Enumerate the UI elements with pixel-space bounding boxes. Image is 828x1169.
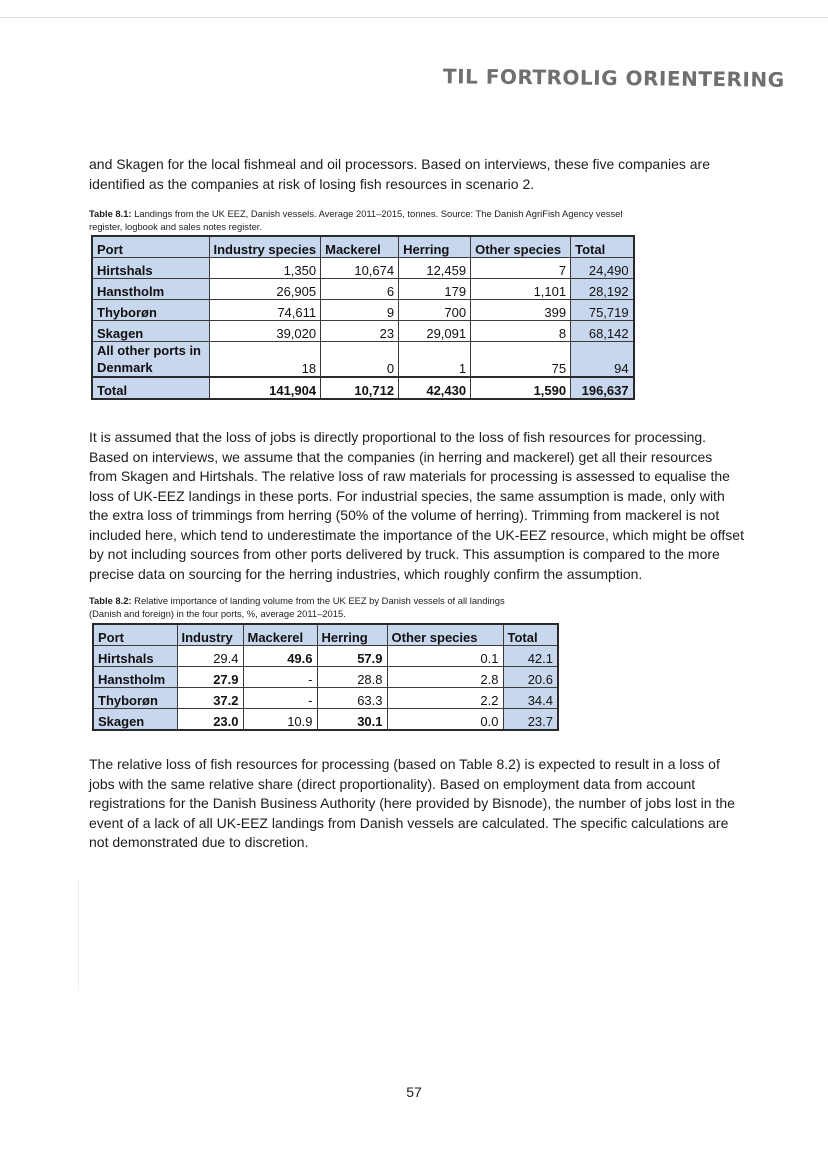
- table-row: [92, 258, 634, 279]
- table-8-1-caption: [89, 208, 649, 233]
- table-row: [93, 688, 558, 709]
- table-8-2-caption-text: Relative importance of landing volume from the UK EEZ by Danish vessels of all landings (Danish and foreign) in the four ports, %, average 2011–2015.: [89, 595, 505, 619]
- herring-cell: 30.1: [317, 709, 387, 731]
- mackerel-cell: 23: [321, 321, 399, 342]
- page-number: 57: [406, 1084, 422, 1100]
- port-cell: Thyborøn: [92, 300, 209, 321]
- mackerel-cell: 10,712: [321, 377, 399, 399]
- total-cell: 23.7: [503, 709, 558, 731]
- other-cell: 0.1: [387, 646, 503, 667]
- mackerel-cell: 10,674: [321, 258, 399, 279]
- total-cell: 34.4: [503, 688, 558, 709]
- header-mackerel: Mackerel: [321, 236, 399, 258]
- industry-cell: 1,350: [209, 258, 321, 279]
- port-cell: Hirtshals: [92, 258, 209, 279]
- intro-paragraph: and Skagen for the local fishmeal and oil processors. Based on interviews, these five companies are identified as the companies at risk of losing fish resources in scenario 2.: [89, 156, 711, 192]
- table-row: [93, 667, 558, 688]
- mackerel-cell: 9: [321, 300, 399, 321]
- mackerel-cell: 0: [321, 342, 399, 378]
- other-cell: 75: [471, 342, 571, 378]
- industry-cell: 29.4: [177, 646, 243, 667]
- port-cell: Skagen: [92, 321, 209, 342]
- top-rule: [0, 17, 828, 18]
- header-port: Port: [93, 624, 177, 646]
- table-8-1: [91, 235, 635, 400]
- herring-cell: 57.9: [317, 646, 387, 667]
- herring-cell: 63.3: [317, 688, 387, 709]
- header-industry-species: Industry species: [209, 236, 321, 258]
- port-cell: Hanstholm: [93, 667, 177, 688]
- other-cell: 2.2: [387, 688, 503, 709]
- industry-cell: 39,020: [209, 321, 321, 342]
- header-port: Port: [92, 236, 209, 258]
- table-8-2-caption-label: Table 8.2:: [89, 595, 132, 606]
- herring-cell: 700: [399, 300, 471, 321]
- industry-cell: 74,611: [209, 300, 321, 321]
- other-cell: 8: [471, 321, 571, 342]
- header-total: Total: [571, 236, 634, 258]
- total-cell: 42.1: [503, 646, 558, 667]
- mackerel-cell: 49.6: [243, 646, 317, 667]
- herring-cell: 1: [399, 342, 471, 378]
- other-cell: 7: [471, 258, 571, 279]
- table-row: [93, 646, 558, 667]
- header-mackerel: Mackerel: [243, 624, 317, 646]
- total-cell: 68,142: [571, 321, 634, 342]
- table-8-2-caption: [89, 595, 539, 620]
- industry-cell: 37.2: [177, 688, 243, 709]
- other-cell: 1,590: [471, 377, 571, 399]
- port-cell: [92, 342, 209, 378]
- herring-cell: 29,091: [399, 321, 471, 342]
- industry-cell: 26,905: [209, 279, 321, 300]
- header-other-species: Other species: [387, 624, 503, 646]
- industry-cell: 27.9: [177, 667, 243, 688]
- port-cell: Thyborøn: [93, 688, 177, 709]
- assumption-paragraph: It is assumed that the loss of jobs is directly proportional to the loss of fish resources for processing. Based on interviews, we assume that the companies (in herring and mackerel) get all their resources from Skagen and Hirtshals. The relative loss of raw materials for processing is assessed to equalise the loss of UK-EEZ landings in these ports. For industrial species, the same assumption is made, only with the extra loss of trimmings from herring (50% of the volume of herring). Trimming from mackerel is not included here, which tend to underestimate the importance of the UK-EEZ resource, which might be offset by not including sources from other ports delivered by truck. This assumption is compared to the more precise data on sourcing for the herring industries, which roughly confirm the assumption.: [89, 429, 744, 582]
- total-cell: 28,192: [571, 279, 634, 300]
- header-herring: Herring: [317, 624, 387, 646]
- table-8-1-caption-label: Table 8.1:: [89, 208, 132, 219]
- mackerel-cell: -: [243, 688, 317, 709]
- port-line: Denmark: [97, 360, 153, 375]
- industry-cell: 141,904: [209, 377, 321, 399]
- table-row: [92, 321, 634, 342]
- mackerel-cell: 6: [321, 279, 399, 300]
- mackerel-cell: -: [243, 667, 317, 688]
- scan-mark: [78, 880, 79, 990]
- industry-cell: 18: [209, 342, 321, 378]
- table-total-row: [92, 377, 634, 399]
- table-row: [92, 342, 634, 378]
- conclusion-paragraph: The relative loss of fish resources for processing (based on Table 8.2) is expected to result in a loss of jobs with the same relative share (direct proportionality). Based on employment data from account registrations for the Danish Business Authority (here provided by Bisnode), the number of jobs lost in the event of a lack of all UK-EEZ landings from Danish vessels are calculated. The specific calculations are not demonstrated due to discretion.: [89, 756, 735, 850]
- port-cell: Skagen: [93, 709, 177, 731]
- herring-cell: 179: [399, 279, 471, 300]
- port-cell: Hirtshals: [93, 646, 177, 667]
- table-row: [93, 709, 558, 731]
- table-8-1-caption-text: Landings from the UK EEZ, Danish vessels. Average 2011–2015, tonnes. Source: The Danish AgriFish Agency vessel register, logbook and sales notes register.: [89, 208, 623, 232]
- mackerel-cell: 10.9: [243, 709, 317, 731]
- herring-cell: 28.8: [317, 667, 387, 688]
- table-8-2: [92, 623, 559, 731]
- table-header-row: [92, 236, 634, 258]
- herring-cell: 12,459: [399, 258, 471, 279]
- total-label: Total: [92, 377, 209, 399]
- header-other-species: Other species: [471, 236, 571, 258]
- table-row: [92, 300, 634, 321]
- confidential-stamp: TIL FORTROLIG ORIENTERING: [443, 64, 786, 92]
- table-header-row: [93, 624, 558, 646]
- herring-cell: 42,430: [399, 377, 471, 399]
- table-row: [92, 279, 634, 300]
- other-cell: 1,101: [471, 279, 571, 300]
- total-cell: 24,490: [571, 258, 634, 279]
- other-cell: 399: [471, 300, 571, 321]
- header-total: Total: [503, 624, 558, 646]
- port-cell: Hanstholm: [92, 279, 209, 300]
- header-industry: Industry: [177, 624, 243, 646]
- total-cell: 20.6: [503, 667, 558, 688]
- total-cell: 94: [571, 342, 634, 378]
- port-line: All other ports in: [97, 343, 201, 358]
- other-cell: 2.8: [387, 667, 503, 688]
- total-cell: 196,637: [571, 377, 634, 399]
- header-herring: Herring: [399, 236, 471, 258]
- total-cell: 75,719: [571, 300, 634, 321]
- industry-cell: 23.0: [177, 709, 243, 731]
- other-cell: 0.0: [387, 709, 503, 731]
